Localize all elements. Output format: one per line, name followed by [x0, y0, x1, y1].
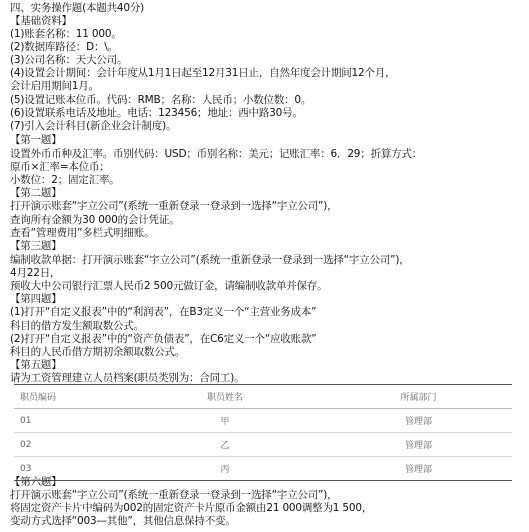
basic-info-heading: 【基础资料】 — [10, 15, 72, 27]
q6-line-3: 变动方式选择“003—其他”，其他信息保持不变。 — [10, 515, 236, 527]
cell-staff-code: 03 — [20, 463, 32, 474]
q3-line-2: 4月22日， — [10, 267, 61, 279]
table-row — [14, 433, 512, 457]
cell-department: 管理部 — [404, 417, 432, 427]
q1-line-3: 小数位：2；固定汇率。 — [10, 174, 120, 186]
basic-line-6: (5)设置记账本位币。代码：RMB；名称：人民币；小数位数：0。 — [10, 94, 312, 106]
q4-line-4: 科目的人民币借方期初余额取数公式。 — [10, 346, 186, 358]
col-header-staff-name: 职员姓名 — [206, 393, 243, 403]
q1-line-1: 设置外币币种及汇率。币别代码：USD；币别名称：美元；记账汇率：6．29；折算方式： — [10, 148, 423, 160]
cell-staff-name: 丙 — [220, 465, 230, 475]
q3-heading: 【第三题】 — [10, 240, 62, 252]
basic-line-2: (2)数据库路径：D：\。 — [10, 41, 118, 53]
cell-department: 管理部 — [404, 465, 432, 475]
basic-line-5: 会计启用期间1月。 — [10, 80, 99, 92]
q2-line-1: 打开演示账套“宇立公司”(系统一重新登录一登录到一选择“宇立公司”)， — [10, 200, 338, 212]
q5-line-1: 请为工资管理建立人员档案(职员类别为：合同工)。 — [10, 372, 245, 384]
col-header-department: 所属部门 — [400, 393, 437, 403]
q6-heading: 【第六题】 — [10, 476, 62, 488]
q4-line-1: (1)打开“自定义报表”中的“利润表”，在B3定义一个“主营业务成本” — [10, 306, 317, 318]
q5-heading: 【第五题】 — [10, 359, 62, 371]
q3-line-3: 预收大中公司银行汇票人民币2 500元做订金，请编制收款单并保存。 — [10, 280, 328, 292]
q1-line-2: 原币×汇率=本位币； — [10, 161, 110, 173]
q2-heading: 【第二题】 — [10, 187, 62, 199]
staff-table — [14, 384, 512, 481]
col-header-staff-code: 职员编码 — [20, 393, 57, 403]
table-row — [14, 409, 512, 433]
basic-line-4: (4)设置会计期间：会计年度从1月1日起至12月31日止，自然年度会计期间12个月， — [10, 67, 396, 79]
q4-heading: 【第四题】 — [10, 293, 62, 305]
basic-line-8: (7)引入会计科目(新企业会计制度)。 — [10, 120, 177, 132]
q2-line-3: 查看“管理费用”多栏式明细账。 — [10, 227, 155, 239]
table-row — [14, 457, 512, 481]
section-title: 四、实务操作题(本题共40分) — [10, 2, 145, 14]
basic-line-1: (1)账套名称：11 000。 — [10, 28, 122, 40]
cell-staff-code: 02 — [20, 439, 32, 450]
basic-line-7: (6)设置联系电话及地址。电话：123456；地址：西中路30号。 — [10, 107, 303, 119]
cell-staff-code: 01 — [20, 415, 32, 426]
staff-table-header-row — [14, 385, 512, 409]
cell-staff-name: 乙 — [220, 441, 230, 451]
q1-heading: 【第一题】 — [10, 134, 62, 146]
cell-staff-name: 甲 — [220, 417, 230, 427]
q6-line-1: 打开演示账套“宇立公司”(系统一重新登录一登录到一选择“宇立公司”)， — [10, 489, 338, 501]
basic-line-3: (3)公司名称：天大公司。 — [10, 54, 128, 66]
q3-line-1: 编制收款单据：打开演示账套“宇立公司”(系统一重新登录一登录到一选择“宇立公司”)， — [10, 254, 410, 266]
cell-department: 管理部 — [404, 441, 432, 451]
q4-line-2: 科目的借方发生额取数公式。 — [10, 320, 144, 332]
q6-line-2: 将固定资产卡片中编码为002的固定资产卡片原币金额由21 000调整为1 500， — [10, 502, 373, 514]
q4-line-3: (2)打开“自定义报表”中的“资产负债表”，在C6定义一个“应收账款” — [10, 333, 317, 345]
q2-line-2: 查询所有金额为30 000的会计凭证。 — [10, 214, 180, 226]
